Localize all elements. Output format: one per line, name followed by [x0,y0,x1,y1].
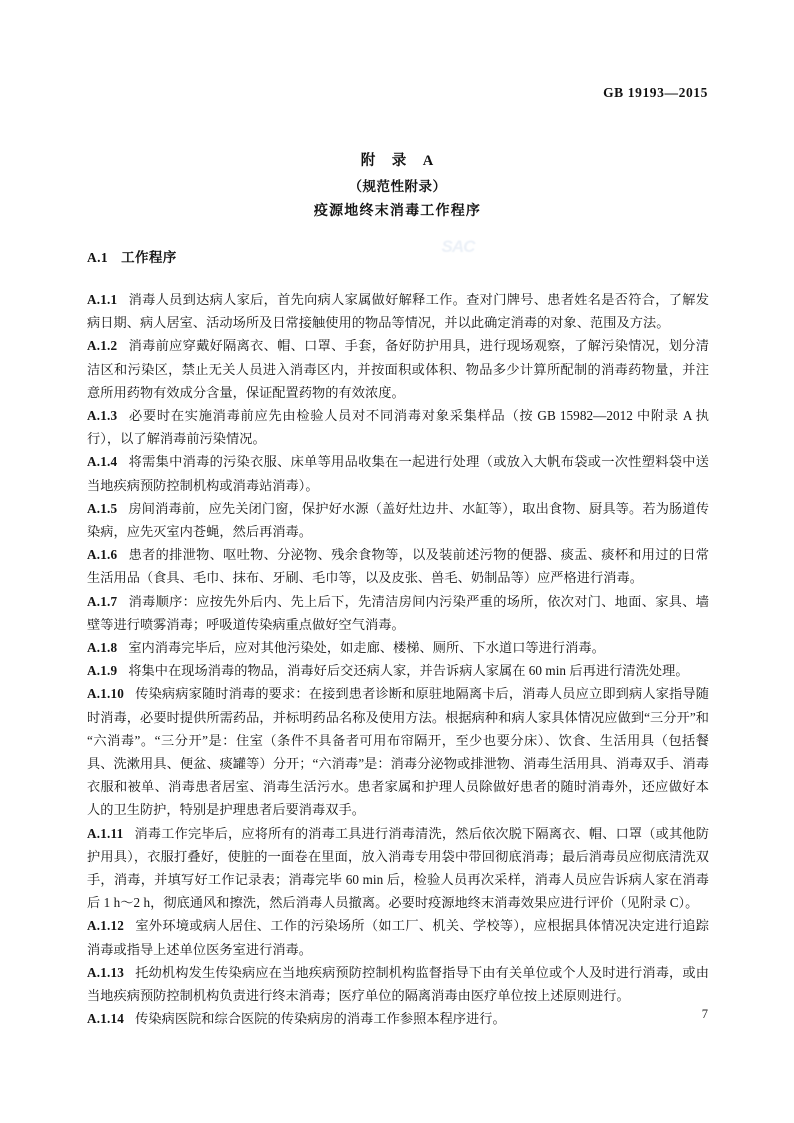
clause-paragraph-number: A.1.6 [87,547,118,563]
clause-paragraph-text: 消毒顺序：应按先外后内、先上后下，先清洁房间内污染严重的场所，依次对门、地面、家具、墙壁等进行喷雾消毒；呼吸道传染病重点做好空气消毒。 [87,593,709,632]
clause-paragraph-text: 必要时在实施消毒前应先由检验人员对不同消毒对象采集样品（按 GB 15982—2012 中附录 A 执行），以了解消毒前污染情况。 [87,408,709,447]
annex-label: 附 录 A [360,153,435,169]
clause-paragraph-number: A.1.10 [87,686,125,702]
clause-paragraph-text: 室外环境或病人居住、工作的污染场所（如工厂、机关、学校等），应根据具体情况决定进行追踪消毒或指导上述单位医务室进行消毒。 [87,918,709,957]
annex-title-block [87,148,708,224]
clause-paragraph-number: A.1.5 [87,500,118,516]
clause-paragraph-text: 消毒人员到达病人家后，首先向病人家属做好解释工作。查对门牌号、患者姓名是否符合，了解发病日期、病人居室、活动场所及日常接触使用的物品等情况，并以此确定消毒的对象、范围及方法。 [87,292,709,331]
standard-number: GB 19193—2015 [603,85,708,100]
clause-paragraph-text: 室内消毒完毕后，应对其他污染处，如走廊、楼梯、厕所、下水道口等进行消毒。 [128,640,605,656]
clause-paragraph-number: A.1.8 [87,640,118,656]
annex-kind: （规范性附录） [348,179,447,194]
clause-paragraph [87,822,709,915]
clause-paragraph-number: A.1.3 [87,408,118,424]
clause-paragraph [87,659,709,682]
page-number: 7 [701,1007,708,1021]
clause-paragraph-text: 消毒工作完毕后，应将所有的消毒工具进行消毒清洗，然后依次脱下隔离衣、帽、口罩（或其他防护用具），衣服打叠好，使脏的一面卷在里面，放入消毒专用袋中带回彻底消毒；最后消毒员应彻底清洗双手，消毒，并填写好工作记录表；消毒完毕 60 min 后，检验人员再次采样，消毒人员应告诉病人家在消毒后 1 h～2 h，彻底通风和擦洗，然后消毒人员撤离。必要时疫源地终末消毒效果应进行评价（见附录 C）。 [87,825,709,911]
watermark-text: SAC [441,237,475,256]
clause-paragraph [87,334,709,404]
clause-paragraph [87,288,709,334]
clause-paragraph [87,914,709,960]
clause-paragraph [87,682,709,821]
sac-watermark-logo [432,228,484,266]
clause-paragraph-text: 患者的排泄物、呕吐物、分泌物、残余食物等，以及装前述污物的便器、痰盂、痰杯和用过的日常生活用品（食具、毛巾、抹布、牙刷、毛巾等，以及皮张、兽毛、奶制品等）应严格进行消毒。 [87,547,709,586]
body-text-container [87,288,709,1031]
clause-paragraph-number: A.1.2 [87,338,118,354]
clause-paragraph-number: A.1.11 [87,825,124,841]
clause-paragraph-number: A.1.14 [87,1011,125,1027]
clause-heading [87,246,177,266]
clause-paragraph-number: A.1.12 [87,918,125,934]
clause-paragraph [87,450,709,496]
clause-paragraph-text: 托幼机构发生传染病应在当地疾病预防控制机构监督指导下由有关单位或个人及时进行消毒，或由当地疾病预防控制机构负责进行终末消毒；医疗单位的隔离消毒由医疗单位按上述原则进行。 [87,964,709,1004]
clause-paragraph [87,961,709,1007]
clause-paragraph-number: A.1.9 [87,663,118,679]
clause-paragraph [87,497,709,543]
clause-paragraph-text: 将集中在现场消毒的物品，消毒好后交还病人家，并告诉病人家属在 60 min 后再进行清洗处理。 [128,663,689,679]
clause-paragraph [87,543,709,589]
clause-paragraph-number: A.1.1 [87,292,118,307]
clause-paragraph [87,590,709,636]
clause-paragraph-text: 将需集中消毒的污染衣服、床单等用品收集在一起进行处理（或放入大帆布袋或一次性塑料袋中送当地疾病预防控制机构或消毒站消毒）。 [87,454,709,493]
annex-name: 疫源地终末消毒工作程序 [313,204,482,219]
page-folio [87,1007,708,1022]
clause-paragraph-number: A.1.4 [87,454,118,470]
page-header [87,84,708,104]
clause-paragraph-text: 房间消毒前，应先关闭门窗，保护好水源（盖好灶边井、水缸等），取出食物、厨具等。若为肠道传染病，应先灭室内苍蝇，然后再消毒。 [87,500,709,540]
clause-paragraph-text: 传染病病家随时消毒的要求：在接到患者诊断和原驻地隔离卡后，消毒人员应立即到病人家指导随时消毒，必要时提供所需药品，并标明药品名称及使用方法。根据病种和病人家具体情况应做到“三分开”和“六消毒”。“三分开”是：住室（条件不具备者可用布帘隔开，至少也要分床）、饮食、生活用具（包括餐具、洗漱用具、便盆、痰罐等）分开；“六消毒”是：消毒分泌物或排泄物、消毒生活用具、消毒双手、消毒衣服和被单、消毒患者居室、消毒生活污水。患者家属和护理人员除做好患者的随时消毒外，还应做好本人的卫生防护，特别是护理患者后要消毒双手。 [87,686,709,818]
clause-title: 工作程序 [121,250,177,265]
clause-number: A.1 [87,250,109,265]
clause-paragraph [87,636,709,659]
clause-paragraph-number: A.1.13 [87,964,125,980]
clause-paragraph [87,404,709,450]
clause-paragraph-text: 传染病医院和综合医院的传染病房的消毒工作参照本程序进行。 [135,1011,506,1027]
clause-paragraph-text: 消毒前应穿戴好隔离衣、帽、口罩、手套，备好防护用具，进行现场观察，了解污染情况，划分清洁区和污染区，禁止无关人员进入消毒区内，并按面积或体积、物品多少计算所配制的消毒药物量，并注意所用药物有效成分含量，保证配置药物的有效浓度。 [87,338,709,400]
clause-paragraph-number: A.1.7 [87,593,118,609]
